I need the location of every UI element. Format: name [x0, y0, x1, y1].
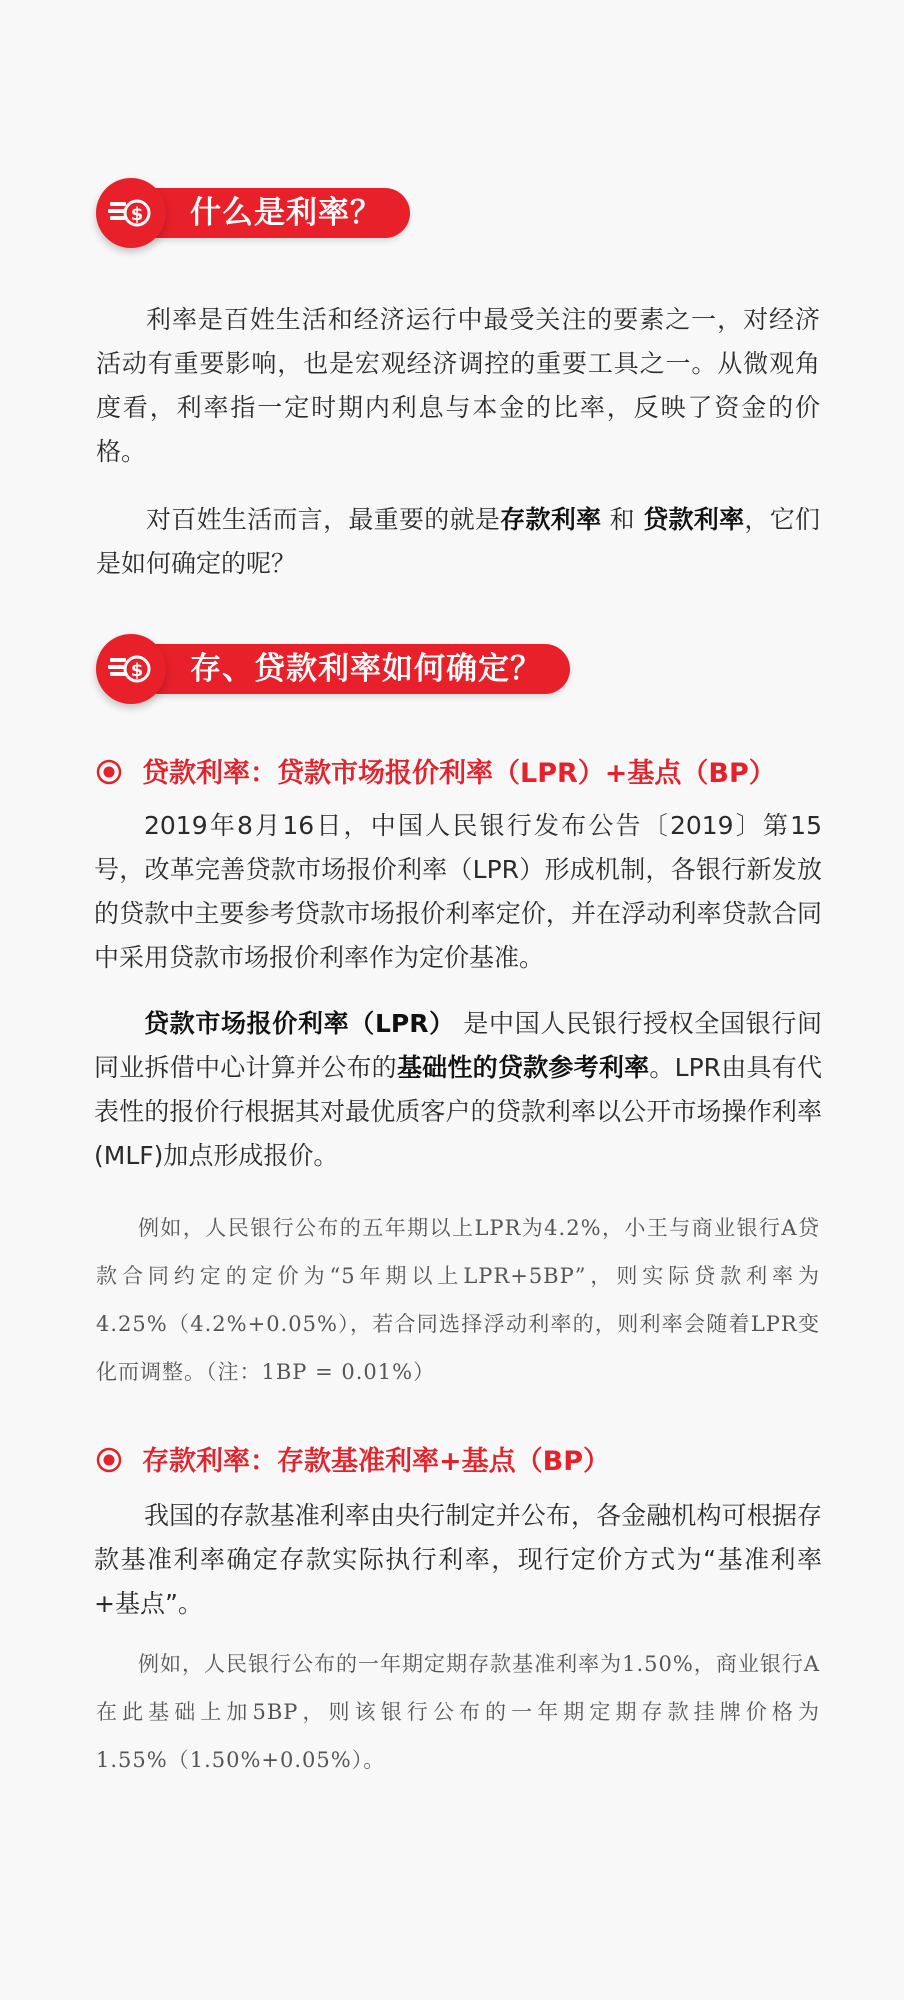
text: 和 — [609, 505, 635, 534]
question-paragraph — [96, 498, 820, 586]
intro-paragraph: 利率是百姓生活和经济运行中最受关注的要素之一，对经济活动有重要影响，也是宏观经济调控的重要工具之一。从微观角度看，利率指一定时期内利息与本金的比率，反映了资金的价格。 — [96, 305, 820, 466]
money-coin-icon — [96, 634, 166, 704]
svg-text:$: $ — [130, 660, 144, 681]
lpr-definition-paragraph — [94, 1002, 822, 1178]
base-loan-rate-term: 基础性的贷款参考利率 — [396, 1053, 650, 1082]
text: ，它们是如何确定的呢？ — [96, 505, 820, 578]
section-title: 什么是利率？ — [126, 188, 410, 238]
loan-rate-term: 贷款利率 — [643, 505, 745, 534]
deposit-rate-paragraph: 我国的存款基准利率由央行制定并公布，各金融机构可根据存款基准利率确定存款实际执行利率，现行定价方式为“基准利率+基点”。 — [94, 1501, 822, 1618]
text: 。LPR由具有代表性的报价行根据其对最优质客户的贷款利率以公开市场操作利率(MLF)加点形成报价。 — [94, 1053, 822, 1170]
lpr-reform-paragraph: 2019年8月16日，中国人民银行发布公告〔2019〕第15号，改革完善贷款市场报价利率（LPR）形成机制，各银行新发放的贷款中主要参考贷款市场报价利率定价，并在浮动利率贷款合同中采用贷款市场报价利率作为定价基准。 — [94, 811, 822, 972]
section-title: 存、贷款利率如何确定？ — [126, 644, 570, 694]
deposit-rate-heading-text: 存款利率：存款基准利率+基点（BP） — [142, 1446, 610, 1477]
target-icon — [96, 759, 122, 785]
money-coin-icon — [96, 178, 166, 248]
text: 对百姓生活而言，最重要的就是 — [146, 505, 501, 534]
deposit-rate-term: 存款利率 — [500, 505, 602, 534]
svg-text:$: $ — [130, 204, 144, 225]
loan-example: 例如，人民银行公布的五年期以上LPR为4.2%，小王与商业银行A贷款合同约定的定价为“5年期以上LPR+5BP”，则实际贷款利率为4.25%（4.2%+0.05%），若合同选择浮动利率的，则利率会随着LPR变化而调整。（注：1BP = 0.01%） — [96, 1216, 820, 1384]
deposit-example: 例如，人民银行公布的一年期定期存款基准利率为1.50%，商业银行A在此基础上加5BP，则该银行公布的一年期定期存款挂牌价格为1.55%（1.50%+0.05%）。 — [96, 1652, 820, 1772]
target-icon — [96, 1447, 122, 1473]
loan-rate-heading-text: 贷款利率：贷款市场报价利率（LPR）+基点（BP） — [142, 758, 776, 789]
deposit-rate-heading — [96, 1442, 610, 1482]
text: 是中国人民银行授权全国银行间同业拆借中心计算并公布的 — [94, 1009, 822, 1082]
loan-rate-heading — [96, 754, 776, 794]
lpr-term: 贷款市场报价利率（LPR） — [144, 1009, 455, 1038]
